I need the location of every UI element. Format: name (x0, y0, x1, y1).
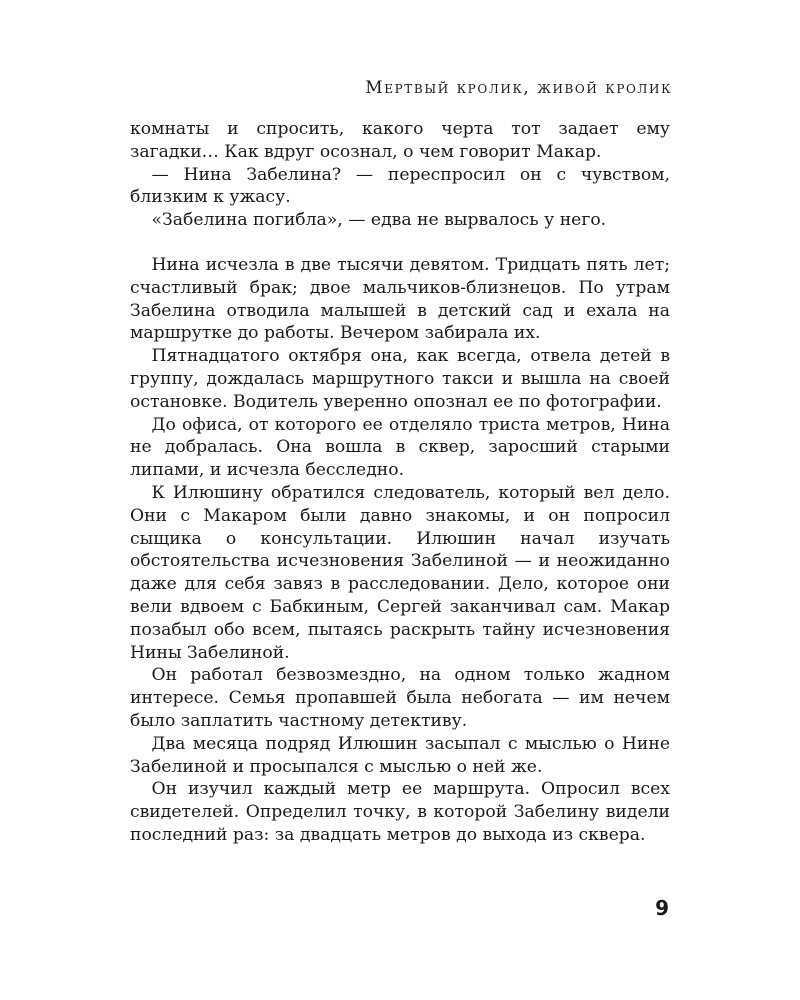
paragraph: До офиса, от которого ее отделяло триста метров, Нина не добралась. Она вошла в сквер, заросший старыми липами, и исчезла бесследно. (130, 414, 670, 481)
body-text (130, 118, 670, 847)
paragraph: Он работал безвозмездно, на одном только жадном интересе. Семья пропавшей была небогата — им нечем было заплатить частному детективу. (130, 665, 670, 731)
paragraph: «Забелина погибла», — едва не вырвалось у него. (151, 210, 607, 231)
page-number: 9 (655, 896, 669, 920)
running-head: Мертвый кролик, живой кролик (365, 78, 672, 98)
paragraph: Пятнадцатого октября она, как всегда, отвела детей в группу, дождалась маршрутного такси и вышла на своей остановке. Водитель уверенно опознал ее по фотографии. (130, 346, 670, 412)
paragraph: — Нина Забелина? — переспросил он с чувством, близким к ужасу. (130, 164, 670, 208)
paragraph: комнаты и спросить, какого черта тот задает ему загадки… Как вдруг осознал, о чем говорит Макар. (130, 119, 670, 162)
paragraph: Два месяца подряд Илюшин засыпал с мыслью о Нине Забелиной и просыпался с мыслью о ней же. (130, 733, 670, 777)
paragraph: Нина исчезла в две тысячи девятом. Тридцать пять лет; счастливый брак; двое мальчиков-близнецов. По утрам Забелина отводила малышей в детский сад и ехала на маршрутке до работы. Вечером забирала их. (130, 254, 670, 344)
paragraph: Он изучил каждый метр ее маршрута. Опросил всех свидетелей. Определил точку, в которой Забелину видели последний раз: за двадцать метров до выхода из сквера. (130, 779, 670, 845)
paragraph: К Илюшину обратился следователь, который вел дело. Они с Макаром были давно знакомы, и он попросил сыщика о консультации. Илюшин начал изучать обстоятельства исчезновения Забелиной — и неожиданно даже для себя завяз в расследовании. Дело, которое они вели вдвоем с Бабкиным, Сергей заканчивал сам. Макар позабыл обо всем, пытаясь раскрыть тайну исчезновения Нины Забелиной. (130, 482, 670, 663)
